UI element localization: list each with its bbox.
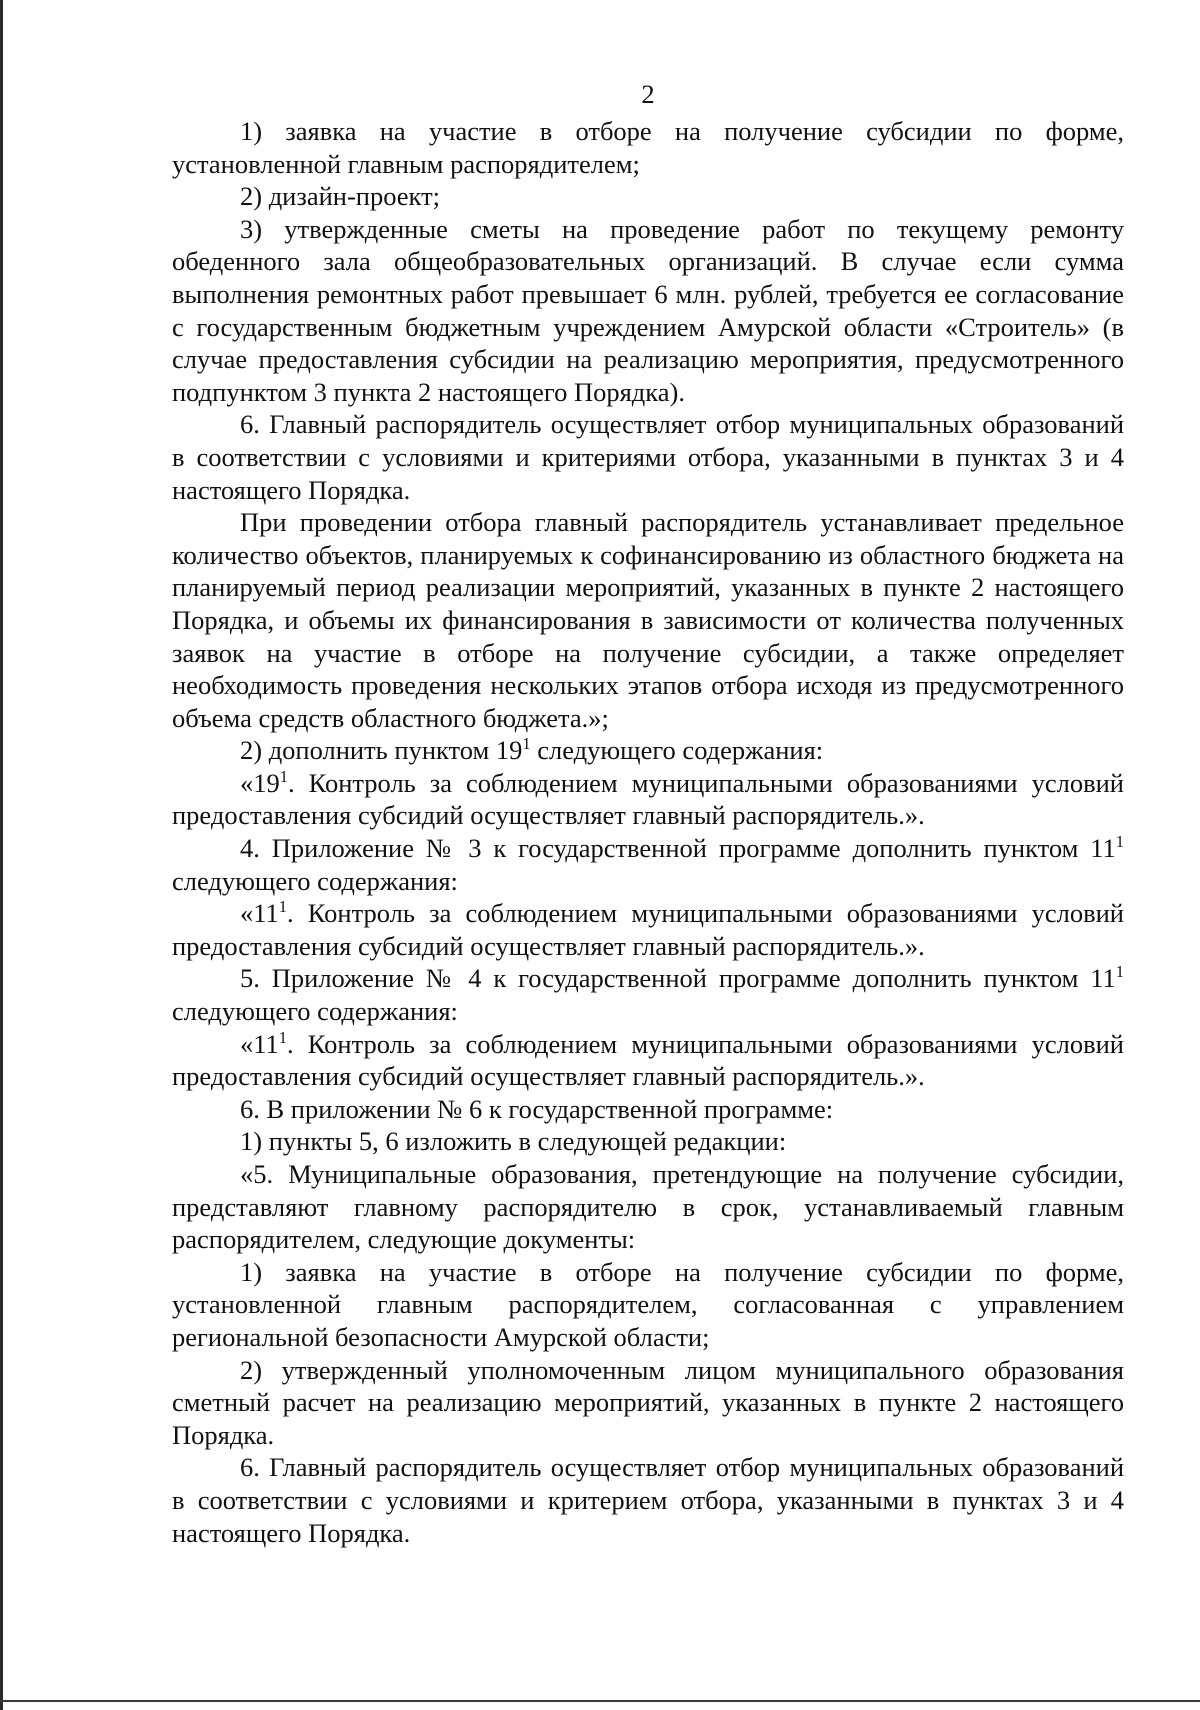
text-before: 5. Приложение № 4 к государственной программе дополнить пунктом 11 [240, 963, 1116, 994]
paragraph-appendix-3 [172, 832, 1124, 897]
paragraph-new-item-2: 2) утвержденный уполномоченным лицом муниципального образования сметный расчет на реализацию мероприятий, указанных в пункте 2 настоящего Порядка. [172, 1354, 1124, 1450]
text-after: следующего содержания: [172, 996, 458, 1027]
page-number: 2 [641, 79, 655, 109]
superscript: 1 [279, 767, 288, 787]
text-after: . Контроль за соблюдением муниципальными образованиями условий предоставления субсидий осуществляет главный распорядитель.». [172, 898, 1124, 961]
document-page [172, 78, 1124, 1549]
text-before: 4. Приложение № 3 к государственной программе дополнить пунктом 11 [240, 833, 1116, 864]
paragraph-item-1: 1) заявка на участие в отборе на получение субсидии по форме, установленной главным распорядителем; [172, 116, 1124, 179]
paragraph-point-19-1-text [172, 767, 1124, 832]
paragraph-appendix-4-point-11-1 [172, 1028, 1124, 1093]
text-after: . Контроль за соблюдением муниципальными образованиями условий предоставления субсидий осуществляет главный распорядитель.». [172, 1028, 1124, 1092]
superscript: 1 [278, 1027, 287, 1047]
text-before: «11 [240, 1028, 279, 1059]
paragraph-points-5-6: 1) пункты 5, 6 изложить в следующей редакции: [240, 1126, 787, 1157]
paragraph-item-2: 2) дизайн-проект; [240, 181, 441, 212]
paragraph-point-6: 6. Главный распорядитель осуществляет отбор муниципальных образований в соответствии с условиями и критериями отбора, указанными в пунктах 3 и 4 настоящего Порядка. [172, 409, 1124, 505]
scan-edge-left [0, 0, 3, 1710]
paragraph-new-item-1: 1) заявка на участие в отборе на получение субсидии по форме, установленной главным распорядителем, согласованная с управлением региональной безопасности Амурской области; [172, 1256, 1124, 1352]
paragraph-selection-procedure: При проведении отбора главный распорядитель устанавливает предельное количество объектов, планируемых к софинансированию из областного бюджета на планируемый период реализации мероприятий, указанных в пункте 2 настоящего Порядка, и объемы их финансирования в зависимости от количества полученных заявок на участие в отборе на получение субсидии, а также определяет необходимость проведения нескольких этапов отбора исходя из предусмотренного объема средств областного бюджета.»; [172, 507, 1124, 733]
paragraph-item-3: 3) утвержденные сметы на проведение работ по текущему ремонту обеденного зала общеобразовательных организаций. В случае если сумма выполнения ремонтных работ превышает 6 млн. рублей, требуется ее согласование с государственным бюджетным учреждением Амурской области «Строитель» (в случае предоставления субсидии на реализацию мероприятия, предусмотренного подпунктом 3 пункта 2 настоящего Порядка). [172, 213, 1124, 407]
superscript: 1 [1115, 962, 1124, 982]
text-after: следующего содержания: [172, 865, 458, 896]
text-after: . Контроль за соблюдением муниципальными образованиями условий предоставления субсидий осуществляет главный распорядитель.». [172, 767, 1124, 831]
paragraph-appendix-6: 6. В приложении № 6 к государственной программе: [240, 1093, 834, 1124]
paragraph-new-point-6: 6. Главный распорядитель осуществляет отбор муниципальных образований в соответствии с условиями и критерием отбора, указанными в пунктах 3 и 4 настоящего Порядка. [172, 1452, 1124, 1548]
paragraph-add-point-19-1 [172, 734, 1124, 767]
paragraph-appendix-3-point-11-1 [172, 897, 1124, 962]
text-after: следующего содержания: [530, 735, 824, 766]
scan-edge-bottom [0, 1700, 1200, 1702]
superscript: 1 [522, 734, 531, 754]
text-before: «11 [240, 898, 279, 929]
paragraph-new-point-5: «5. Муниципальные образования, претендующие на получение субсидии, представляют главному распорядителю в срок, устанавливаемый главным распорядителем, следующие документы: [172, 1159, 1124, 1255]
superscript: 1 [278, 897, 287, 917]
superscript: 1 [1115, 832, 1124, 852]
paragraph-appendix-4 [172, 962, 1124, 1027]
text-before: «19 [240, 767, 280, 798]
text-before: 2) дополнить пунктом 19 [240, 735, 523, 766]
